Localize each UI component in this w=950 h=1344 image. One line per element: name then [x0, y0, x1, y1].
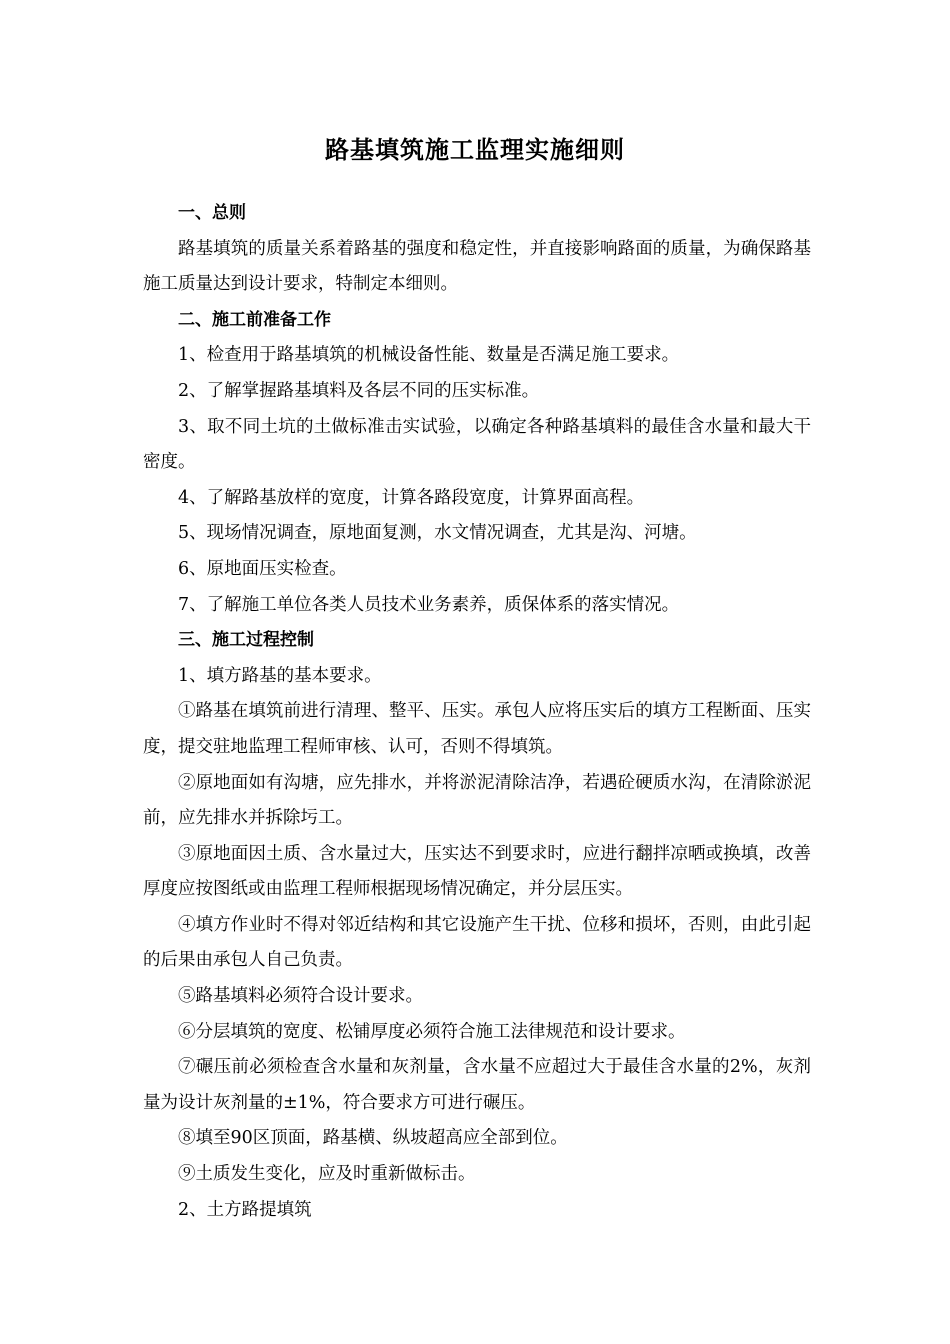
- list-item: ④填方作业时不得对邻近结构和其它设施产生干扰、位移和损坏，否则，由此引起的后果由承包人自己负责。: [143, 914, 811, 971]
- section-heading-general: 一、总则: [178, 203, 246, 223]
- list-item: ⑦碾压前必须检查含水量和灰剂量，含水量不应超过大于最佳含水量的2%，灰剂量为设计灰剂量的±1%，符合要求方可进行碾压。: [143, 1057, 811, 1113]
- section-heading-process-control: 三、施工过程控制: [178, 630, 314, 651]
- list-item: 3、取不同土坑的土做标准击实试验，以确定各种路基填料的最佳含水量和最大干密度。: [143, 416, 811, 473]
- list-item: ⑤路基填料必须符合设计要求。: [178, 986, 423, 1007]
- list-item: ①路基在填筑前进行清理、整平、压实。承包人应将压实后的填方工程断面、压实度，提交驻地监理工程师审核、认可，否则不得填筑。: [143, 701, 811, 757]
- list-item: ③原地面因土质、含水量过大，压实达不到要求时，应进行翻拌凉晒或换填，改善厚度应按图纸或由监理工程师根据现场情况确定，并分层压实。: [143, 843, 811, 900]
- list-item: 1、检查用于路基填筑的机械设备性能、数量是否满足施工要求。: [178, 345, 680, 366]
- list-item: 1、填方路基的基本要求。: [178, 665, 382, 686]
- list-item: 4、了解路基放样的宽度，计算各路段宽度，计算界面高程。: [178, 487, 645, 508]
- list-item: ⑧填至90区顶面，路基横、纵坡超高应全部到位。: [178, 1128, 568, 1149]
- list-item: 2、土方路提填筑: [178, 1199, 312, 1220]
- list-item: 5、现场情况调查，原地面复测，水文情况调查，尤其是沟、河塘。: [178, 523, 697, 544]
- paragraph: 路基填筑的质量关系着路基的强度和稳定性，并直接影响路面的质量，为确保路基施工质量达到设计要求，特制定本细则。: [143, 238, 811, 295]
- list-item: 2、了解掌握路基填料及各层不同的压实标准。: [178, 380, 540, 401]
- list-item: 6、原地面压实检查。: [178, 558, 347, 579]
- section-heading-preparation: 二、施工前准备工作: [178, 309, 331, 330]
- list-item: ⑨土质发生变化，应及时重新做标击。: [178, 1164, 476, 1185]
- list-item: ⑥分层填筑的宽度、松铺厚度必须符合施工法律规范和设计要求。: [178, 1021, 686, 1042]
- list-item: ②原地面如有沟塘，应先排水，并将淤泥清除洁净，若遇砼硬质水沟，在清除淤泥前，应先排水并拆除圬工。: [143, 772, 811, 829]
- document-title: 路基填筑施工监理实施细则: [325, 136, 625, 164]
- list-item: 7、了解施工单位各类人员技术业务素养，质保体系的落实情况。: [178, 594, 680, 615]
- document-body: [143, 196, 811, 1228]
